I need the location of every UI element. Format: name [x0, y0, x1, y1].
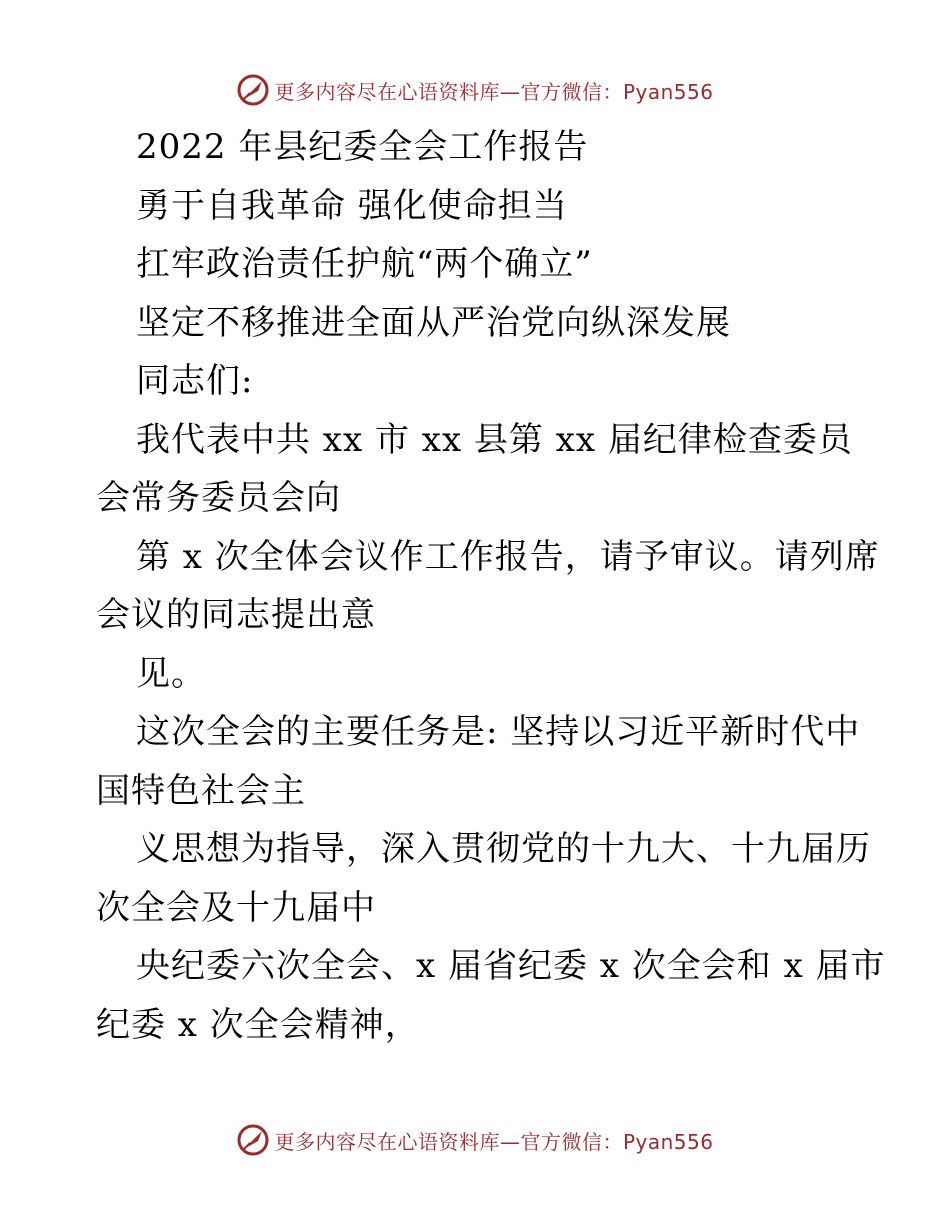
banner-text: 更多内容尽在心语资料库—官方微信：Pyan556 [274, 79, 714, 104]
quill-pen-logo-icon [236, 1123, 270, 1157]
document-line: 国特色社会主 [96, 770, 306, 811]
document-line: 央纪委六次全会、x 届省纪委 x 次全会和 x 届市 [136, 946, 886, 986]
document-body [96, 118, 886, 1054]
document-line: 会议的同志提出意 [96, 595, 376, 635]
document-line: 义思想为指导，深入贯彻党的十九大、十九届历 [136, 829, 871, 869]
document-line: 扛牢政治责任护航“两个确立” [136, 244, 593, 284]
document-line: 同志们: [136, 361, 254, 401]
quill-pen-logo-icon [236, 73, 270, 107]
document-line: 勇于自我革命 强化使命担当 [136, 185, 568, 226]
document-line: 2022 年县纪委全会工作报告 [136, 127, 589, 167]
document-line: 见。 [136, 653, 206, 694]
footer-watermark-banner [0, 1120, 950, 1160]
document-line: 第 x 次全体会议作工作报告，请予审议。请列席 [136, 536, 880, 577]
document-line: 坚定不移推进全面从严治党向纵深发展 [136, 302, 731, 343]
document-line: 次全会及十九届中 [96, 887, 376, 928]
document-line: 纪委 x 次全会精神， [96, 1004, 420, 1045]
document-line: 我代表中共 xx 市 xx 县第 xx 届纪律检查委员 [136, 419, 853, 460]
document-line: 会常务委员会向 [96, 478, 341, 518]
banner-text: 更多内容尽在心语资料库—官方微信：Pyan556 [274, 1129, 714, 1154]
document-line: 这次全会的主要任务是: 坚持以习近平新时代中 [136, 712, 861, 752]
header-watermark-banner [0, 70, 950, 110]
